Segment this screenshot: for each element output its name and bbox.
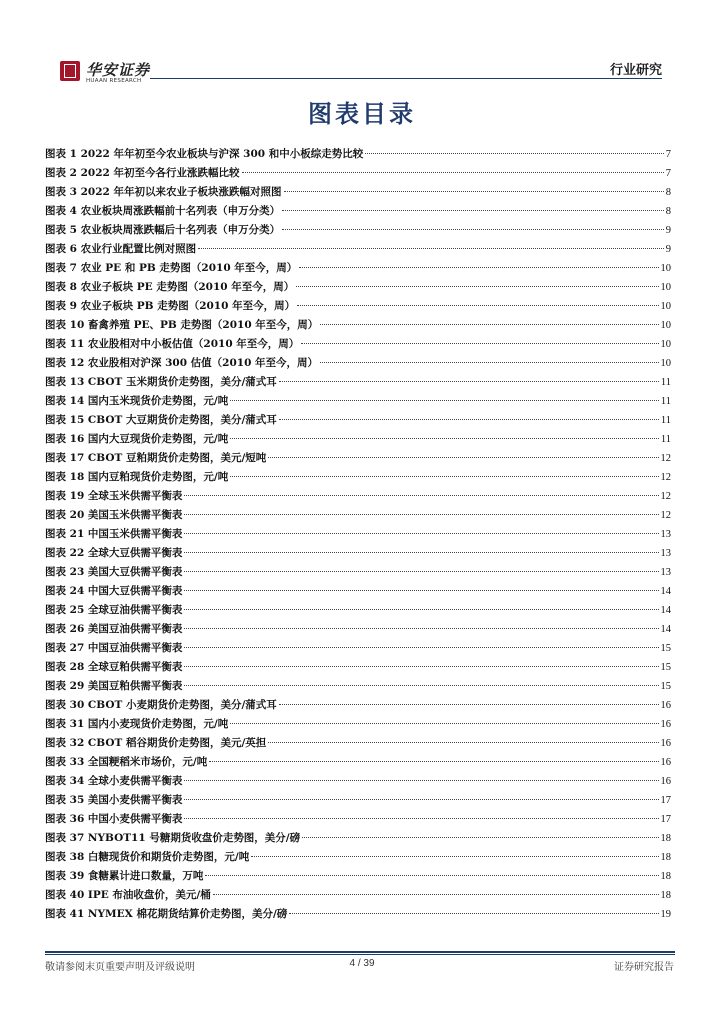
toc-entry-page: 15 bbox=[660, 662, 671, 673]
toc-entry[interactable] bbox=[45, 374, 671, 393]
toc-entry-title: 图表 30 CBOT 小麦期货价走势图，美分/蒲式耳 bbox=[45, 699, 277, 711]
toc-entry-page: 14 bbox=[660, 624, 671, 635]
toc-entry-title: 图表 16 国内大豆现货价走势图，元/吨 bbox=[45, 433, 229, 445]
page-number: 4 / 39 bbox=[349, 958, 375, 969]
toc-dot-leader bbox=[184, 666, 658, 667]
toc-entry-page: 10 bbox=[660, 339, 671, 350]
toc-entry[interactable] bbox=[45, 792, 671, 811]
toc-entry-page: 18 bbox=[660, 833, 671, 844]
footer-disclaimer: 敬请参阅末页重要声明及评级说明 bbox=[45, 962, 195, 973]
toc-entry[interactable] bbox=[45, 583, 671, 602]
toc-entry-page: 12 bbox=[660, 472, 671, 483]
toc-dot-leader bbox=[230, 438, 659, 439]
toc-entry-page: 9 bbox=[665, 225, 671, 236]
toc-dot-leader bbox=[289, 913, 658, 914]
toc-entry[interactable] bbox=[45, 697, 671, 716]
toc-entry-title: 图表 9 农业子板块 PB 走势图（2010 年至今，周） bbox=[45, 300, 296, 312]
toc-entry[interactable] bbox=[45, 279, 671, 298]
toc-dot-leader bbox=[184, 799, 658, 800]
toc-dot-leader bbox=[242, 172, 664, 173]
toc-entry-title: 图表 21 中国玉米供需平衡表 bbox=[45, 528, 183, 540]
toc-entry-title: 图表 39 食糖累计进口数量，万吨 bbox=[45, 870, 204, 882]
toc-entry-title: 图表 37 NYBOT11 号糖期货收盘价走势图，美分/磅 bbox=[45, 832, 301, 844]
toc-entry-title: 图表 14 国内玉米现货价走势图，元/吨 bbox=[45, 395, 229, 407]
toc-entry-title: 图表 20 美国玉米供需平衡表 bbox=[45, 509, 183, 521]
toc-entry-page: 8 bbox=[665, 206, 671, 217]
toc-dot-leader bbox=[251, 856, 658, 857]
toc-dot-leader bbox=[184, 818, 658, 819]
toc-entry-page: 15 bbox=[660, 643, 671, 654]
toc-entry-title: 图表 19 全球玉米供需平衡表 bbox=[45, 490, 183, 502]
toc-entry-title: 图表 35 美国小麦供需平衡表 bbox=[45, 794, 183, 806]
toc-entry-title: 图表 8 农业子板块 PE 走势图（2010 年至今，周） bbox=[45, 281, 295, 293]
toc-entry[interactable] bbox=[45, 317, 671, 336]
toc-entry[interactable] bbox=[45, 849, 671, 868]
toc-entry-page: 11 bbox=[660, 396, 671, 407]
toc-entry-page: 16 bbox=[660, 719, 671, 730]
logo-text: 华安证券 bbox=[86, 61, 151, 79]
toc-entry-title: 图表 15 CBOT 大豆期货价走势图，美分/蒲式耳 bbox=[45, 414, 277, 426]
toc-entry-page: 13 bbox=[660, 529, 671, 540]
toc-dot-leader bbox=[230, 723, 658, 724]
toc-entry-page: 12 bbox=[660, 510, 671, 521]
toc-entry-page: 10 bbox=[660, 320, 671, 331]
toc-entry-title: 图表 7 农业 PE 和 PB 走势图（2010 年至今，周） bbox=[45, 262, 298, 274]
toc-entry-title: 图表 31 国内小麦现货价走势图，元/吨 bbox=[45, 718, 229, 730]
toc-dot-leader bbox=[184, 514, 658, 515]
footer-divider-thin bbox=[45, 954, 675, 955]
header-divider bbox=[150, 78, 662, 79]
toc-entry-title: 图表 27 中国豆油供需平衡表 bbox=[45, 642, 183, 654]
toc-entry-page: 13 bbox=[660, 548, 671, 559]
toc-entry[interactable] bbox=[45, 298, 671, 317]
toc-entry[interactable] bbox=[45, 564, 671, 583]
toc-entry-title: 图表 2 2022 年初至今各行业涨跌幅比较 bbox=[45, 167, 240, 179]
toc-entry[interactable] bbox=[45, 735, 671, 754]
toc-entry-page: 18 bbox=[660, 871, 671, 882]
toc-dot-leader bbox=[209, 761, 658, 762]
toc-dot-leader bbox=[279, 704, 659, 705]
toc-entry-title: 图表 1 2022 年年初至今农业板块与沪深 300 和中小板综走势比较 bbox=[45, 148, 364, 160]
toc-dot-leader bbox=[284, 191, 664, 192]
toc-entry[interactable] bbox=[45, 716, 671, 735]
toc-dot-leader bbox=[184, 609, 658, 610]
toc-entry-title: 图表 6 农业行业配置比例对照图 bbox=[45, 243, 197, 255]
logo-icon bbox=[60, 61, 80, 81]
toc-entry[interactable] bbox=[45, 450, 671, 469]
logo-subtitle: HUAAN RESEARCH bbox=[86, 78, 142, 84]
toc-entry[interactable] bbox=[45, 241, 671, 260]
toc-entry-title: 图表 32 CBOT 稻谷期货价走势图，美元/英担 bbox=[45, 737, 267, 749]
toc-entry-title: 图表 28 全球豆粕供需平衡表 bbox=[45, 661, 183, 673]
toc-entry-page: 7 bbox=[665, 149, 671, 160]
footer-divider bbox=[45, 951, 675, 953]
toc-entry[interactable] bbox=[45, 659, 671, 678]
toc-entry-title: 图表 10 畜禽养殖 PE、PB 走势图（2010 年至今，周） bbox=[45, 319, 319, 331]
toc-entry[interactable] bbox=[45, 184, 671, 203]
toc-dot-leader bbox=[184, 571, 658, 572]
toc-entry-title: 图表 23 美国大豆供需平衡表 bbox=[45, 566, 183, 578]
toc-dot-leader bbox=[279, 419, 659, 420]
toc-dot-leader bbox=[184, 590, 658, 591]
toc-entry[interactable] bbox=[45, 868, 671, 887]
toc-entry[interactable] bbox=[45, 640, 671, 659]
toc-entry[interactable] bbox=[45, 203, 671, 222]
toc-entry-page: 17 bbox=[660, 814, 671, 825]
toc-entry-page: 15 bbox=[660, 681, 671, 692]
toc-dot-leader bbox=[320, 362, 658, 363]
toc-dot-leader bbox=[213, 894, 659, 895]
toc-dot-leader bbox=[302, 837, 658, 838]
toc-entry-page: 17 bbox=[660, 795, 671, 806]
toc-entry[interactable] bbox=[45, 412, 671, 431]
toc-entry-title: 图表 34 全球小麦供需平衡表 bbox=[45, 775, 183, 787]
toc-entry[interactable] bbox=[45, 146, 671, 165]
toc-entry-page: 14 bbox=[660, 586, 671, 597]
toc-entry[interactable] bbox=[45, 488, 671, 507]
toc-dot-leader bbox=[299, 267, 658, 268]
toc-dot-leader bbox=[365, 153, 664, 154]
toc-entry-page: 10 bbox=[660, 263, 671, 274]
toc-entry[interactable] bbox=[45, 602, 671, 621]
toc-dot-leader bbox=[268, 742, 658, 743]
toc-entry-page: 13 bbox=[660, 567, 671, 578]
toc-entry-page: 11 bbox=[660, 415, 671, 426]
page-header bbox=[0, 0, 724, 90]
toc-dot-leader bbox=[184, 628, 658, 629]
toc-entry-title: 图表 26 美国豆油供需平衡表 bbox=[45, 623, 183, 635]
toc-entry-title: 图表 22 全球大豆供需平衡表 bbox=[45, 547, 183, 559]
toc-entry[interactable] bbox=[45, 678, 671, 697]
toc-entry[interactable] bbox=[45, 355, 671, 374]
toc-dot-leader bbox=[279, 381, 659, 382]
toc-entry-title: 图表 33 全国粳稻米市场价，元/吨 bbox=[45, 756, 208, 768]
toc-list bbox=[45, 146, 671, 925]
toc-entry[interactable] bbox=[45, 773, 671, 792]
toc-entry-title: 图表 5 农业板块周涨跌幅后十名列表（申万分类） bbox=[45, 224, 281, 236]
toc-entry-title: 图表 36 中国小麦供需平衡表 bbox=[45, 813, 183, 825]
toc-dot-leader bbox=[301, 343, 658, 344]
toc-entry-page: 12 bbox=[660, 491, 671, 502]
toc-entry[interactable] bbox=[45, 165, 671, 184]
toc-entry[interactable] bbox=[45, 260, 671, 279]
toc-entry-page: 11 bbox=[660, 434, 671, 445]
toc-dot-leader bbox=[184, 780, 658, 781]
toc-entry-title: 图表 17 CBOT 豆粕期货价走势图，美元/短吨 bbox=[45, 452, 267, 464]
toc-entry[interactable] bbox=[45, 393, 671, 412]
toc-dot-leader bbox=[282, 210, 664, 211]
toc-entry[interactable] bbox=[45, 887, 671, 906]
toc-entry-title: 图表 18 国内豆粕现货价走势图，元/吨 bbox=[45, 471, 229, 483]
toc-entry-page: 19 bbox=[660, 909, 671, 920]
toc-dot-leader bbox=[184, 685, 658, 686]
toc-entry-page: 18 bbox=[660, 852, 671, 863]
toc-entry-page: 11 bbox=[660, 377, 671, 388]
toc-entry-page: 16 bbox=[660, 738, 671, 749]
toc-entry-title: 图表 25 全球豆油供需平衡表 bbox=[45, 604, 183, 616]
report-type: 证券研究报告 bbox=[614, 962, 674, 973]
toc-dot-leader bbox=[184, 552, 658, 553]
toc-entry-page: 7 bbox=[665, 168, 671, 179]
toc-entry-page: 18 bbox=[660, 890, 671, 901]
toc-entry[interactable] bbox=[45, 526, 671, 545]
toc-entry[interactable] bbox=[45, 811, 671, 830]
toc-entry-title: 图表 12 农业股相对沪深 300 估值（2010 年至今，周） bbox=[45, 357, 319, 369]
toc-dot-leader bbox=[297, 305, 658, 306]
toc-dot-leader bbox=[184, 647, 658, 648]
toc-dot-leader bbox=[205, 875, 658, 876]
toc-dot-leader bbox=[198, 248, 664, 249]
toc-entry[interactable] bbox=[45, 336, 671, 355]
toc-entry-title: 图表 40 IPE 布油收盘价，美元/桶 bbox=[45, 889, 211, 901]
toc-dot-leader bbox=[296, 286, 658, 287]
toc-entry[interactable] bbox=[45, 621, 671, 640]
toc-entry[interactable] bbox=[45, 431, 671, 450]
toc-entry-title: 图表 29 美国豆粕供需平衡表 bbox=[45, 680, 183, 692]
toc-dot-leader bbox=[320, 324, 658, 325]
toc-entry-title: 图表 13 CBOT 玉米期货价走势图，美分/蒲式耳 bbox=[45, 376, 277, 388]
toc-dot-leader bbox=[282, 229, 664, 230]
toc-dot-leader bbox=[184, 495, 658, 496]
toc-entry-page: 10 bbox=[660, 358, 671, 369]
toc-entry[interactable] bbox=[45, 545, 671, 564]
toc-entry-title: 图表 3 2022 年年初以来农业子板块涨跌幅对照图 bbox=[45, 186, 282, 198]
toc-dot-leader bbox=[268, 457, 658, 458]
toc-entry[interactable] bbox=[45, 830, 671, 849]
toc-entry-title: 图表 41 NYMEX 棉花期货结算价走势图，美分/磅 bbox=[45, 908, 288, 920]
toc-dot-leader bbox=[230, 400, 659, 401]
toc-entry-title: 图表 4 农业板块周涨跌幅前十名列表（申万分类） bbox=[45, 205, 281, 217]
toc-entry-page: 16 bbox=[660, 757, 671, 768]
toc-entry[interactable] bbox=[45, 906, 671, 925]
toc-entry-page: 12 bbox=[660, 453, 671, 464]
toc-entry[interactable] bbox=[45, 507, 671, 526]
toc-entry-page: 8 bbox=[665, 187, 671, 198]
toc-entry-page: 14 bbox=[660, 605, 671, 616]
toc-dot-leader bbox=[184, 533, 658, 534]
toc-entry-title: 图表 24 中国大豆供需平衡表 bbox=[45, 585, 183, 597]
toc-entry[interactable] bbox=[45, 754, 671, 773]
toc-entry-page: 16 bbox=[660, 700, 671, 711]
toc-entry-page: 9 bbox=[665, 244, 671, 255]
toc-entry-page: 10 bbox=[660, 301, 671, 312]
toc-entry[interactable] bbox=[45, 222, 671, 241]
toc-entry-title: 图表 38 白糖现货价和期货价走势图，元/吨 bbox=[45, 851, 250, 863]
toc-entry-title: 图表 11 农业股相对中小板估值（2010 年至今，周） bbox=[45, 338, 300, 350]
section-label: 行业研究 bbox=[609, 63, 662, 78]
page-title: 图表目录 bbox=[308, 99, 416, 128]
toc-entry-page: 10 bbox=[660, 282, 671, 293]
toc-dot-leader bbox=[230, 476, 658, 477]
toc-entry-page: 16 bbox=[660, 776, 671, 787]
toc-entry[interactable] bbox=[45, 469, 671, 488]
